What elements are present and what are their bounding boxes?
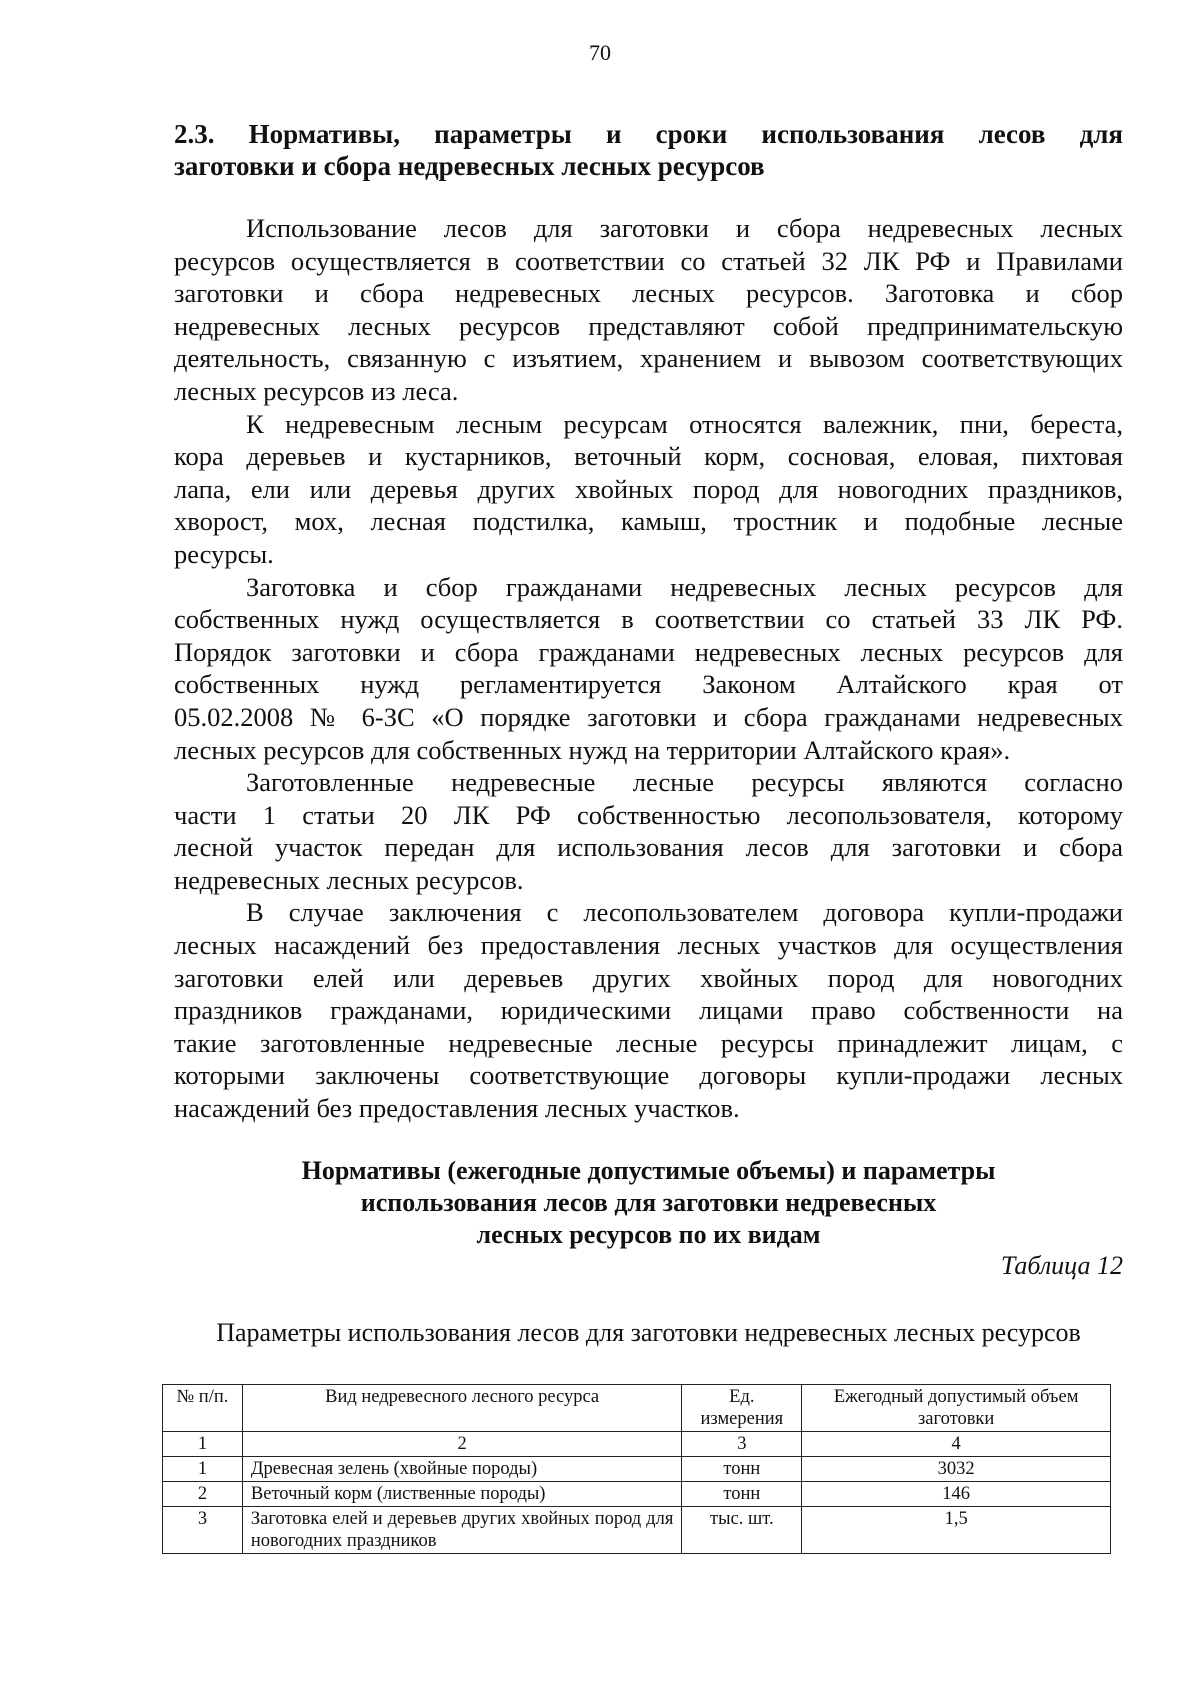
text-line: лесной участок передан для использования лесов для заготовки и сбора bbox=[174, 832, 1123, 863]
text-line: Использование лесов для заготовки и сбора недревесных лесных bbox=[246, 213, 1123, 243]
text-line: лесных насаждений без предоставления лесных участков для осуществления bbox=[174, 930, 1123, 961]
table-cell: 146 bbox=[802, 1482, 1111, 1507]
table-title-line: Нормативы (ежегодные допустимые объемы) и параметры bbox=[301, 1156, 996, 1185]
text-line: хворост, мох, лесная подстилка, камыш, тростник и подобные лесные bbox=[174, 506, 1123, 537]
section-heading-line: 2.3. Нормативы, параметры и сроки использования лесов для bbox=[174, 119, 1123, 149]
text-line: которыми заключены соответствующие договоры купли-продажи лесных bbox=[174, 1060, 1123, 1091]
table-cell: 1 bbox=[163, 1457, 243, 1482]
text-line: недревесных лесных ресурсов представляют собой предпринимательскую bbox=[174, 310, 1123, 341]
text-line: насаждений без предоставления лесных участков. bbox=[174, 1093, 740, 1124]
table-cell: 3 bbox=[163, 1507, 243, 1554]
text-line: собственных нужд осуществляется в соответствии со статьей 33 ЛК РФ. bbox=[174, 604, 1123, 635]
table-row bbox=[163, 1457, 1111, 1482]
text-line: Порядок заготовки и сбора гражданами недревесных лесных ресурсов для bbox=[174, 636, 1123, 667]
table-cell: 1 bbox=[163, 1432, 243, 1457]
column-header: Ед. измерения bbox=[682, 1385, 802, 1432]
text-line: лесных ресурсов из леса. bbox=[174, 375, 459, 406]
page-number: 70 bbox=[589, 40, 611, 65]
table-cell: 3 bbox=[682, 1432, 802, 1457]
text-line: части 1 статьи 20 ЛК РФ собственностью лесопользователя, которому bbox=[174, 799, 1123, 830]
text-line: собственных нужд регламентируется Законом Алтайского края от bbox=[174, 669, 1123, 700]
text-line: Заготовка и сбор гражданами недревесных лесных ресурсов для bbox=[246, 571, 1123, 602]
text-line: Заготовленные недревесные лесные ресурсы являются согласно bbox=[246, 767, 1123, 798]
text-line: В случае заключения с лесопользователем договора купли-продажи bbox=[246, 897, 1123, 928]
text-line: 05.02.2008 № 6-ЗС «О порядке заготовки и сбора гражданами недревесных bbox=[174, 701, 1123, 732]
paragraph bbox=[174, 896, 1123, 1124]
table-index-row bbox=[163, 1432, 1111, 1457]
column-header: Ежегодный допустимый объем заготовки bbox=[802, 1385, 1111, 1432]
text-line: лесных ресурсов для собственных нужд на территории Алтайского края». bbox=[174, 734, 1011, 765]
data-table bbox=[162, 1384, 1111, 1554]
text-line: недревесных лесных ресурсов. bbox=[174, 864, 524, 895]
column-header: № п/п. bbox=[163, 1385, 243, 1432]
paragraph bbox=[174, 766, 1123, 896]
table-title bbox=[174, 1155, 1123, 1251]
text-line: заготовки и сбора недревесных лесных ресурсов. Заготовка и сбор bbox=[174, 278, 1123, 309]
table-cell: тыс. шт. bbox=[682, 1507, 802, 1554]
text-line: праздников гражданами, юридическими лицами право собственности на bbox=[174, 995, 1123, 1026]
table-cell: 2 bbox=[242, 1432, 681, 1457]
table-row bbox=[163, 1482, 1111, 1507]
text-line: кора деревьев и кустарников, веточный корм, сосновая, еловая, пихтовая bbox=[174, 441, 1123, 472]
section-heading-line: заготовки и сбора недревесных лесных ресурсов bbox=[174, 151, 765, 181]
table-cell: 4 bbox=[802, 1432, 1111, 1457]
table-cell: 1,5 bbox=[802, 1507, 1111, 1554]
paragraph bbox=[174, 212, 1123, 408]
table-cell: Веточный корм (лиственные породы) bbox=[242, 1482, 681, 1507]
text-line: ресурсы. bbox=[174, 538, 274, 569]
table-title-line: лесных ресурсов по их видам bbox=[476, 1220, 821, 1249]
section-heading bbox=[174, 118, 1123, 182]
table-cell: 2 bbox=[163, 1482, 243, 1507]
text-line: ресурсов осуществляется в соответствии со статьей 32 ЛК РФ и Правилами bbox=[174, 245, 1123, 276]
text-line: К недревесным лесным ресурсам относятся валежник, пни, береста, bbox=[246, 408, 1123, 439]
table-caption: Параметры использования лесов для заготовки недревесных лесных ресурсов bbox=[216, 1318, 1081, 1347]
table-cell: 3032 bbox=[802, 1457, 1111, 1482]
table-cell: Заготовка елей и деревьев других хвойных пород для новогодних праздников bbox=[242, 1507, 681, 1554]
table-header-row bbox=[163, 1385, 1111, 1432]
text-line: деятельность, связанную с изъятием, хранением и вывозом соответствующих bbox=[174, 343, 1123, 374]
column-header: Вид недревесного лесного ресурса bbox=[242, 1385, 681, 1432]
table-cell: Древесная зелень (хвойные породы) bbox=[242, 1457, 681, 1482]
table-row bbox=[163, 1507, 1111, 1554]
paragraph bbox=[174, 571, 1123, 767]
table-cell: тонн bbox=[682, 1457, 802, 1482]
paragraph bbox=[174, 408, 1123, 571]
table-title-line: использования лесов для заготовки недревесных bbox=[360, 1188, 937, 1217]
text-line: заготовки елей или деревьев других хвойных пород для новогодних bbox=[174, 962, 1123, 993]
text-line: такие заготовленные недревесные лесные ресурсы принадлежит лицам, с bbox=[174, 1027, 1123, 1058]
body-text bbox=[174, 212, 1123, 1125]
table-number: Таблица 12 bbox=[1000, 1251, 1123, 1280]
table-cell: тонн bbox=[682, 1482, 802, 1507]
text-line: лапа, ели или деревья других хвойных пород для новогодних праздников, bbox=[174, 473, 1123, 504]
